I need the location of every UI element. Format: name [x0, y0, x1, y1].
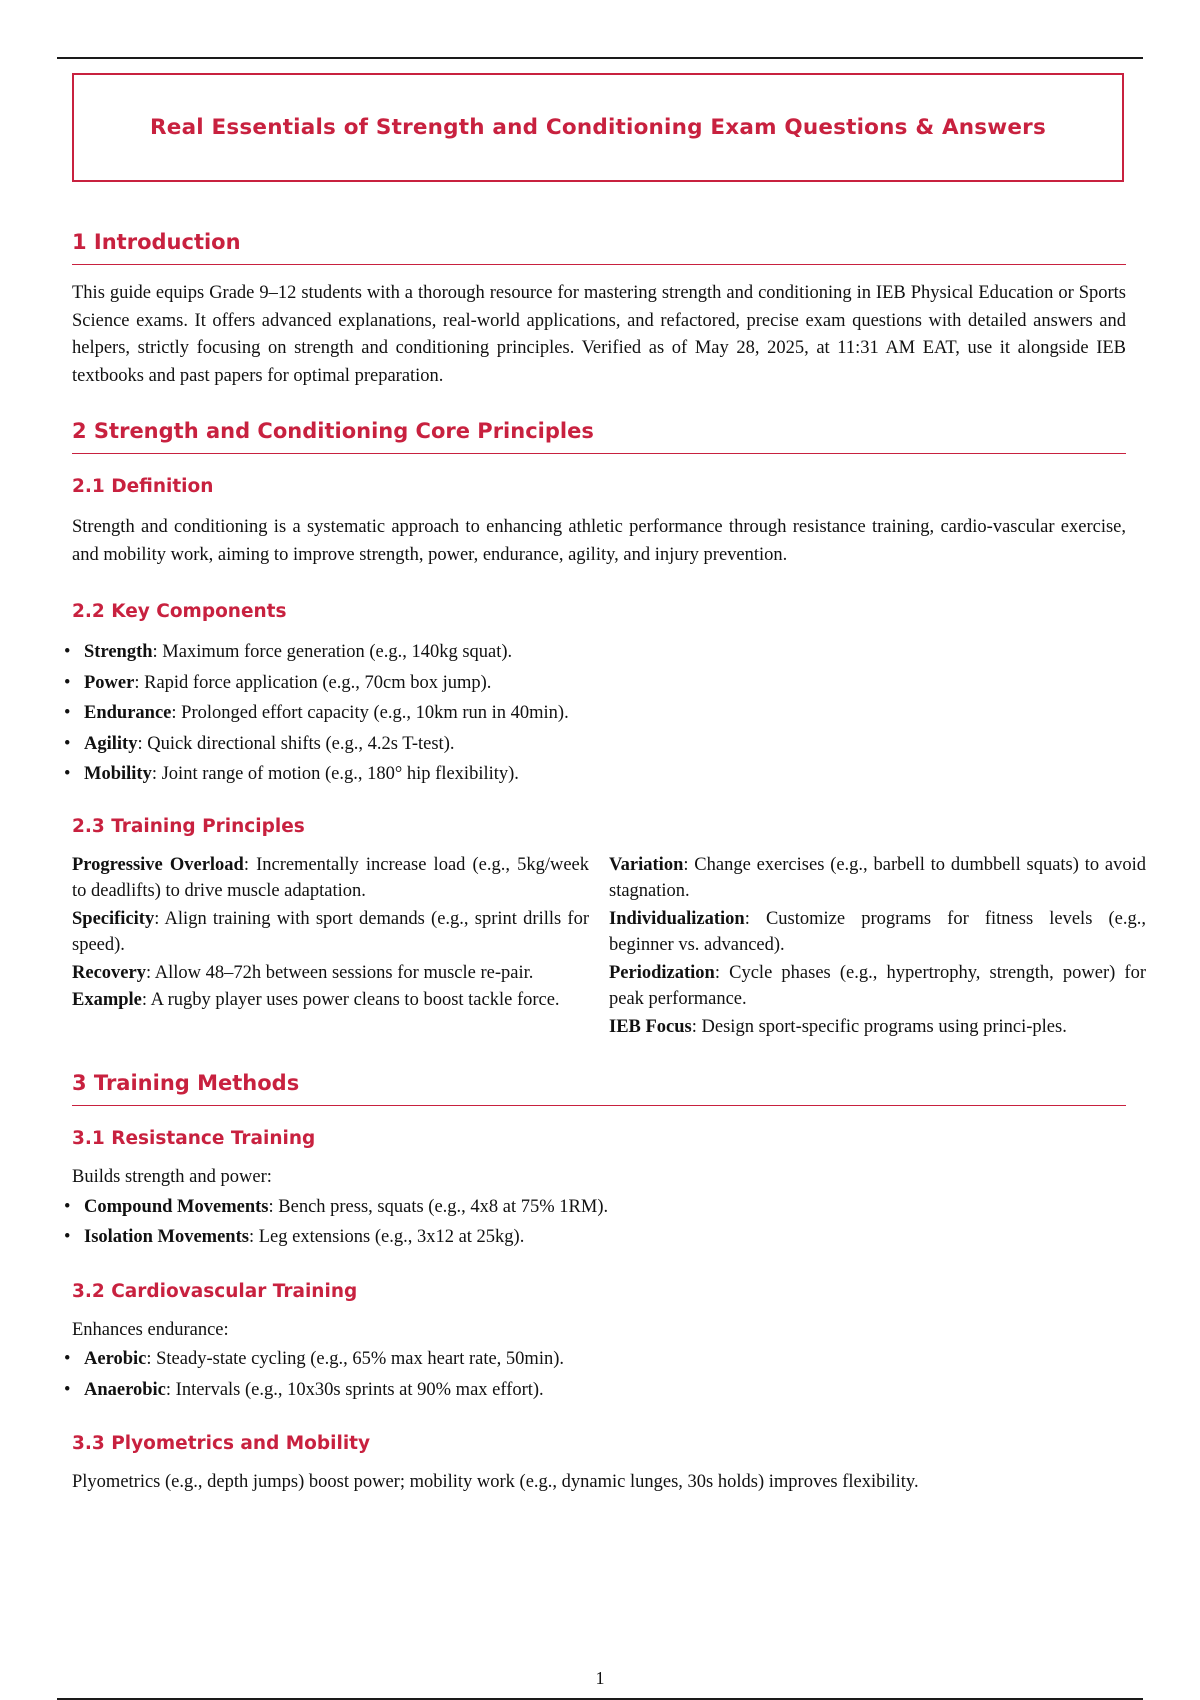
section-heading-introduction: 1 Introduction — [72, 228, 1126, 265]
document-body — [72, 228, 1146, 1497]
principle-item: Individualization: Customize programs for fitness levels (e.g., beginner vs. advanced). — [609, 908, 1146, 955]
principle-item: Periodization: Cycle phases (e.g., hypertrophy, strength, power) for peak performance. — [609, 962, 1146, 1009]
subsection-heading-cardiovascular-training: 3.2 Cardiovascular Training — [72, 1280, 358, 1302]
list-item: • Strength: Maximum force generation (e.g., 140kg squat). — [72, 637, 1126, 668]
training-principles-columns — [72, 852, 1147, 1042]
list-item: • Aerobic: Steady-state cycling (e.g., 65% max heart rate, 50min). — [72, 1344, 1126, 1375]
definition-paragraph: Strength and conditioning is a systematic approach to enhancing athletic performance through resistance training, cardio-vascular exercise, and mobility work, aiming to improve strength, power, endurance, agility, and injury prevention. — [72, 517, 1126, 565]
subsection-heading-definition: 2.1 Definition — [72, 476, 214, 497]
principles-right-column — [609, 852, 1146, 1042]
principle-item: Variation: Change exercises (e.g., barbell to dumbbell squats) to avoid stagnation. — [609, 854, 1146, 901]
cardio-list — [72, 1344, 1126, 1405]
principles-left-column — [72, 852, 589, 1042]
section-heading-training-methods: 3 Training Methods — [72, 1069, 1126, 1106]
resistance-list — [72, 1192, 1126, 1253]
principle-item: Recovery: Allow 48–72h between sessions for muscle re-pair. — [72, 962, 534, 983]
subsection-heading-plyometrics-mobility: 3.3 Plyometrics and Mobility — [72, 1433, 371, 1454]
cardio-lead: Enhances endurance: — [72, 1319, 229, 1340]
title-box — [72, 73, 1124, 182]
resistance-lead: Builds strength and power: — [72, 1167, 272, 1187]
list-item: • Agility: Quick directional shifts (e.g., 4.2s T-test). — [72, 729, 1126, 760]
key-components-list — [72, 637, 1126, 790]
principle-item: Progressive Overload: Incrementally increase load (e.g., 5kg/week to deadlifts) to drive muscle adaptation. — [72, 854, 589, 901]
principle-item: IEB Focus: Design sport-specific programs using princi-ples. — [609, 1016, 1067, 1037]
principle-item: Specificity: Align training with sport demands (e.g., sprint drills for speed). — [72, 908, 589, 955]
subsection-heading-key-components: 2.2 Key Components — [72, 601, 287, 622]
section-heading-core-principles: 2 Strength and Conditioning Core Principles — [72, 417, 1126, 454]
list-item: • Isolation Movements: Leg extensions (e.g., 3x12 at 25kg). — [72, 1222, 1126, 1253]
list-item: • Compound Movements: Bench press, squats (e.g., 4x8 at 75% 1RM). — [72, 1192, 1126, 1223]
top-rule — [57, 57, 1143, 59]
subsection-heading-training-principles: 2.3 Training Principles — [72, 815, 305, 837]
subsection-heading-resistance-training: 3.1 Resistance Training — [72, 1128, 316, 1149]
page-number: 1 — [595, 1668, 605, 1688]
plyometrics-paragraph: Plyometrics (e.g., depth jumps) boost power; mobility work (e.g., dynamic lunges, 30s holds) improves flexibility. — [72, 1472, 919, 1492]
list-item: • Anaerobic: Intervals (e.g., 10x30s sprints at 90% max effort). — [72, 1375, 1126, 1406]
introduction-paragraph: This guide equips Grade 9–12 students with a thorough resource for mastering strength and conditioning in IEB Physical Education or Sports Science exams. It offers advanced explanations, real-world applications, and refactored, precise exam questions with detailed answers and helpers, strictly focusing on strength and conditioning principles. Verified as of May 28, 2025, at 11:31 AM EAT, use it alongside IEB textbooks and past papers for optimal preparation. — [72, 283, 1126, 386]
principle-item: Example: A rugby player uses power cleans to boost tackle force. — [72, 990, 560, 1010]
document-title: Real Essentials of Strength and Conditioning Exam Questions & Answers — [150, 115, 1046, 140]
list-item: • Power: Rapid force application (e.g., 70cm box jump). — [72, 668, 1126, 699]
list-item: • Mobility: Joint range of motion (e.g., 180° hip flexibility). — [72, 759, 1126, 790]
list-item: • Endurance: Prolonged effort capacity (e.g., 10km run in 40min). — [72, 698, 1126, 729]
